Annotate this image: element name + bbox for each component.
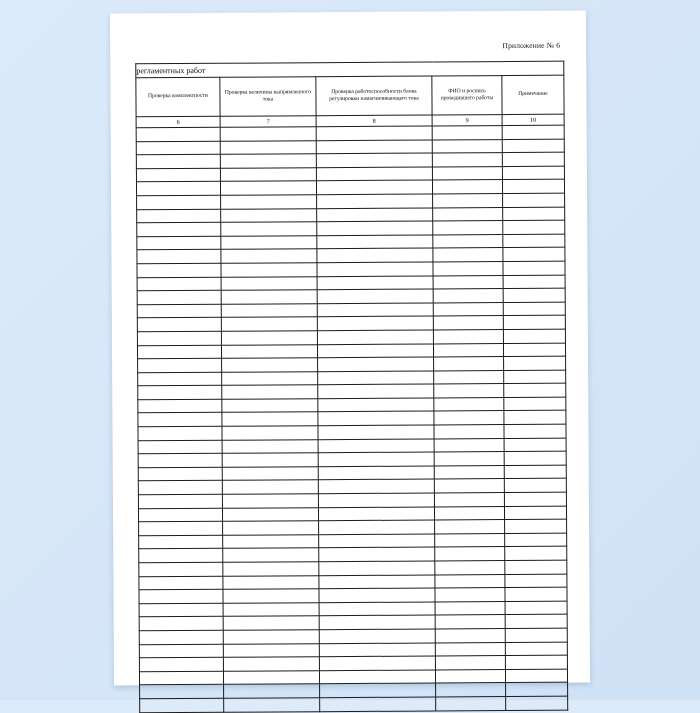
table-cell[interactable] xyxy=(504,479,566,493)
table-cell[interactable] xyxy=(503,193,565,207)
column-number-6: 6 xyxy=(136,116,220,128)
table-cell[interactable] xyxy=(221,263,317,277)
table-cell[interactable] xyxy=(317,194,433,208)
table-cell[interactable] xyxy=(220,154,316,168)
table-cell[interactable] xyxy=(139,657,223,671)
table-cell[interactable] xyxy=(504,424,566,438)
table-cell[interactable] xyxy=(138,413,222,427)
table-cell[interactable] xyxy=(319,534,435,548)
table-cell[interactable] xyxy=(434,465,504,479)
table-cell[interactable] xyxy=(138,440,222,454)
table-cell[interactable] xyxy=(221,208,317,222)
table-cell[interactable] xyxy=(318,411,434,425)
table-cell[interactable] xyxy=(320,697,436,711)
table-cell[interactable] xyxy=(319,520,435,534)
table-cell[interactable] xyxy=(222,358,318,372)
table-cell[interactable] xyxy=(433,221,503,235)
table-cell[interactable] xyxy=(223,630,319,644)
table-cell[interactable] xyxy=(138,372,222,386)
table-cell[interactable] xyxy=(432,153,502,167)
table-cell[interactable] xyxy=(504,356,566,370)
table-cell[interactable] xyxy=(504,397,566,411)
table-cell[interactable] xyxy=(435,547,505,561)
table-cell[interactable] xyxy=(139,589,223,603)
table-cell[interactable] xyxy=(505,519,567,533)
table-cell[interactable] xyxy=(139,535,223,549)
table-cell[interactable] xyxy=(317,248,433,262)
table-cell[interactable] xyxy=(317,303,433,317)
table-cell[interactable] xyxy=(504,451,566,465)
table-cell[interactable] xyxy=(223,535,319,549)
table-cell[interactable] xyxy=(435,615,505,629)
table-cell[interactable] xyxy=(433,329,503,343)
table-cell[interactable] xyxy=(139,671,223,685)
table-cell[interactable] xyxy=(433,207,503,221)
table-cell[interactable] xyxy=(503,261,565,275)
table-cell[interactable] xyxy=(505,601,567,615)
table-cell[interactable] xyxy=(435,601,505,615)
table-cell[interactable] xyxy=(319,588,435,602)
table-cell[interactable] xyxy=(435,520,505,534)
table-cell[interactable] xyxy=(221,303,317,317)
table-cell[interactable] xyxy=(319,575,435,589)
page-content xyxy=(110,11,590,686)
table-cell[interactable] xyxy=(503,275,565,289)
table-cell[interactable] xyxy=(139,617,223,631)
column-header-note: Примечание xyxy=(502,75,564,114)
table-cell[interactable] xyxy=(505,547,567,561)
table-cell[interactable] xyxy=(136,141,220,155)
table-cell[interactable] xyxy=(319,656,435,670)
table-cell[interactable] xyxy=(220,167,316,181)
table-cell[interactable] xyxy=(222,453,318,467)
table-cell[interactable] xyxy=(137,304,221,318)
table-cell[interactable] xyxy=(222,480,318,494)
table-cell[interactable] xyxy=(432,180,502,194)
table-cell[interactable] xyxy=(433,262,503,276)
table-cell[interactable] xyxy=(502,125,564,139)
table-cell[interactable] xyxy=(222,426,318,440)
table-cell[interactable] xyxy=(504,411,566,425)
table-cell[interactable] xyxy=(220,181,316,195)
table-cell[interactable] xyxy=(316,180,432,194)
table-cell[interactable] xyxy=(138,426,222,440)
table-cell[interactable] xyxy=(137,236,221,250)
table-cell[interactable] xyxy=(317,221,433,235)
table-cell[interactable] xyxy=(222,507,318,521)
table-cell[interactable] xyxy=(435,629,505,643)
table-cell[interactable] xyxy=(434,411,504,425)
table-cell[interactable] xyxy=(504,492,566,506)
table-cell[interactable] xyxy=(502,139,564,153)
table-cell[interactable] xyxy=(137,345,221,359)
table-cell[interactable] xyxy=(137,250,221,264)
table-cell[interactable] xyxy=(139,644,223,658)
table-cell[interactable] xyxy=(435,574,505,588)
table-cell[interactable] xyxy=(317,235,433,249)
table-cell[interactable] xyxy=(435,642,505,656)
table-cell[interactable] xyxy=(223,575,319,589)
table-cell[interactable] xyxy=(503,248,565,262)
table-cell[interactable] xyxy=(221,249,317,263)
table-cell[interactable] xyxy=(505,560,567,574)
table-header-row xyxy=(136,75,564,117)
table-cell[interactable] xyxy=(221,195,317,209)
table-cell[interactable] xyxy=(138,508,222,522)
table-cell[interactable] xyxy=(221,222,317,236)
table-cell[interactable] xyxy=(316,126,432,140)
table-cell[interactable] xyxy=(435,669,505,683)
column-number-10: 10 xyxy=(502,114,564,125)
table-cell[interactable] xyxy=(136,154,220,168)
table-cell[interactable] xyxy=(223,548,319,562)
table-cell[interactable] xyxy=(434,479,504,493)
table-cell[interactable] xyxy=(139,522,223,536)
table-cell[interactable] xyxy=(138,358,222,372)
table-cell[interactable] xyxy=(223,589,319,603)
table-cell[interactable] xyxy=(138,454,222,468)
table-cell[interactable] xyxy=(222,467,318,481)
table-cell[interactable] xyxy=(319,670,435,684)
table-cell[interactable] xyxy=(140,685,224,699)
table-cell[interactable] xyxy=(136,182,220,196)
table-cell[interactable] xyxy=(222,412,318,426)
table-cell[interactable] xyxy=(503,288,565,302)
table-cell[interactable] xyxy=(136,168,220,182)
table-cell[interactable] xyxy=(317,343,433,357)
table-cell[interactable] xyxy=(433,343,503,357)
table-cell[interactable] xyxy=(139,576,223,590)
column-number-7: 7 xyxy=(220,116,316,128)
table-cell[interactable] xyxy=(434,357,504,371)
table-cell[interactable] xyxy=(318,398,434,412)
table-cell[interactable] xyxy=(434,425,504,439)
table-cell[interactable] xyxy=(320,683,436,697)
table-cell[interactable] xyxy=(221,344,317,358)
table-cell[interactable] xyxy=(318,371,434,385)
table-cell[interactable] xyxy=(137,209,221,223)
table-cell[interactable] xyxy=(503,220,565,234)
table-cell[interactable] xyxy=(505,655,567,669)
table-cell[interactable] xyxy=(504,383,566,397)
table-cell[interactable] xyxy=(137,290,221,304)
table-cell[interactable] xyxy=(221,276,317,290)
appendix-label: Приложение № 6 xyxy=(502,40,561,51)
table-cell[interactable] xyxy=(137,263,221,277)
table-cell[interactable] xyxy=(318,507,434,521)
table-cell[interactable] xyxy=(318,466,434,480)
table-cell[interactable] xyxy=(436,696,506,710)
column-header-complectness: Проверка комплектности xyxy=(136,77,220,117)
table-cell[interactable] xyxy=(502,166,564,180)
table-cell[interactable] xyxy=(317,316,433,330)
table-cell[interactable] xyxy=(503,207,565,221)
table-cell[interactable] xyxy=(221,290,317,304)
table-cell[interactable] xyxy=(505,615,567,629)
table-cell[interactable] xyxy=(505,628,567,642)
table-cell[interactable] xyxy=(435,656,505,670)
table-body xyxy=(136,61,568,712)
table-cell[interactable] xyxy=(223,602,319,616)
table-cell[interactable] xyxy=(138,399,222,413)
table-cell[interactable] xyxy=(139,549,223,563)
table-cell[interactable] xyxy=(502,180,564,194)
table-cell[interactable] xyxy=(505,669,567,683)
column-header-rectified-current: Проверка величины выпрямленного тока xyxy=(220,77,316,117)
table-cell[interactable] xyxy=(317,276,433,290)
table-cell[interactable] xyxy=(318,439,434,453)
table-cell[interactable] xyxy=(220,140,316,154)
table-cell[interactable] xyxy=(319,561,435,575)
table-cell[interactable] xyxy=(506,683,568,697)
table-cell[interactable] xyxy=(434,493,504,507)
document-page xyxy=(110,11,590,686)
table-cell[interactable] xyxy=(139,603,223,617)
table-cell[interactable] xyxy=(318,357,434,371)
table-cell[interactable] xyxy=(138,386,222,400)
table-cell[interactable] xyxy=(504,506,566,520)
table-cell[interactable] xyxy=(317,208,433,222)
table-cell[interactable] xyxy=(504,370,566,384)
table-cell[interactable] xyxy=(434,438,504,452)
table-cell[interactable] xyxy=(433,316,503,330)
table-cell[interactable] xyxy=(317,330,433,344)
table-cell[interactable] xyxy=(221,235,317,249)
column-number-8: 8 xyxy=(316,115,432,127)
table-cell[interactable] xyxy=(432,166,502,180)
table-cell[interactable] xyxy=(138,494,222,508)
table-cell[interactable] xyxy=(137,318,221,332)
table-cell[interactable] xyxy=(137,222,221,236)
table-cell[interactable] xyxy=(433,275,503,289)
table-cell[interactable] xyxy=(222,371,318,385)
table-cell[interactable] xyxy=(223,616,319,630)
table-cell[interactable] xyxy=(318,452,434,466)
table-cell[interactable] xyxy=(319,629,435,643)
table-cell[interactable] xyxy=(436,683,506,697)
table-cell[interactable] xyxy=(505,533,567,547)
regulations-table xyxy=(135,61,568,713)
table-cell[interactable] xyxy=(139,630,223,644)
table-cell[interactable] xyxy=(221,317,317,331)
table-cell[interactable] xyxy=(432,139,502,153)
table-cell[interactable] xyxy=(220,127,316,141)
table-cell[interactable] xyxy=(435,533,505,547)
table-cell[interactable] xyxy=(433,194,503,208)
table-cell[interactable] xyxy=(223,521,319,535)
table-cell[interactable] xyxy=(433,302,503,316)
table-cell[interactable] xyxy=(432,126,502,140)
table-cell[interactable] xyxy=(318,479,434,493)
table-row[interactable] xyxy=(140,696,568,712)
table-cell[interactable] xyxy=(139,562,223,576)
table-cell[interactable] xyxy=(317,262,433,276)
table-cell[interactable] xyxy=(222,399,318,413)
table-cell[interactable] xyxy=(221,331,317,345)
table-cell[interactable] xyxy=(222,494,318,508)
table-cell[interactable] xyxy=(316,140,432,154)
table-cell[interactable] xyxy=(433,248,503,262)
column-header-signature: ФИО и роспись проводившего работы xyxy=(432,76,502,115)
table-cell[interactable] xyxy=(316,167,432,181)
table-cell[interactable] xyxy=(504,465,566,479)
table-cell[interactable] xyxy=(318,384,434,398)
table-cell[interactable] xyxy=(434,506,504,520)
table-cell[interactable] xyxy=(505,587,567,601)
table-cell[interactable] xyxy=(503,302,565,316)
table-cell[interactable] xyxy=(433,234,503,248)
table-cell[interactable] xyxy=(318,425,434,439)
table-cell[interactable] xyxy=(503,329,565,343)
table-cell[interactable] xyxy=(503,343,565,357)
column-header-magnetizing-block: Проверка работоспособности блока регулировки намагничивающего тока xyxy=(316,76,432,116)
table-cell[interactable] xyxy=(435,588,505,602)
table-cell[interactable] xyxy=(222,439,318,453)
table-cell[interactable] xyxy=(223,643,319,657)
table-cell[interactable] xyxy=(223,670,319,684)
table-cell[interactable] xyxy=(223,657,319,671)
table-cell[interactable] xyxy=(505,642,567,656)
table-cell[interactable] xyxy=(319,643,435,657)
table-cell[interactable] xyxy=(434,452,504,466)
table-container xyxy=(135,61,567,713)
table-cell[interactable] xyxy=(319,547,435,561)
table-cell[interactable] xyxy=(316,153,432,167)
table-cell[interactable] xyxy=(224,684,320,698)
table-cell[interactable] xyxy=(136,127,220,141)
table-cell[interactable] xyxy=(318,493,434,507)
table-cell[interactable] xyxy=(137,195,221,209)
table-cell[interactable] xyxy=(137,277,221,291)
table-cell[interactable] xyxy=(434,384,504,398)
table-cell[interactable] xyxy=(503,234,565,248)
table-title: регламентных работ xyxy=(136,61,564,78)
table-cell[interactable] xyxy=(434,397,504,411)
table-cell[interactable] xyxy=(434,370,504,384)
table-cell[interactable] xyxy=(435,561,505,575)
table-cell[interactable] xyxy=(504,438,566,452)
table-cell[interactable] xyxy=(503,315,565,329)
table-cell[interactable] xyxy=(433,289,503,303)
table-cell[interactable] xyxy=(319,602,435,616)
table-cell[interactable] xyxy=(319,615,435,629)
table-cell[interactable] xyxy=(138,481,222,495)
table-cell[interactable] xyxy=(317,289,433,303)
table-cell[interactable] xyxy=(506,696,568,710)
table-cell[interactable] xyxy=(137,331,221,345)
table-cell[interactable] xyxy=(502,152,564,166)
table-cell[interactable] xyxy=(223,562,319,576)
table-cell[interactable] xyxy=(138,467,222,481)
table-cell[interactable] xyxy=(505,574,567,588)
table-cell[interactable] xyxy=(140,698,224,712)
table-cell[interactable] xyxy=(222,385,318,399)
column-number-9: 9 xyxy=(432,115,502,126)
